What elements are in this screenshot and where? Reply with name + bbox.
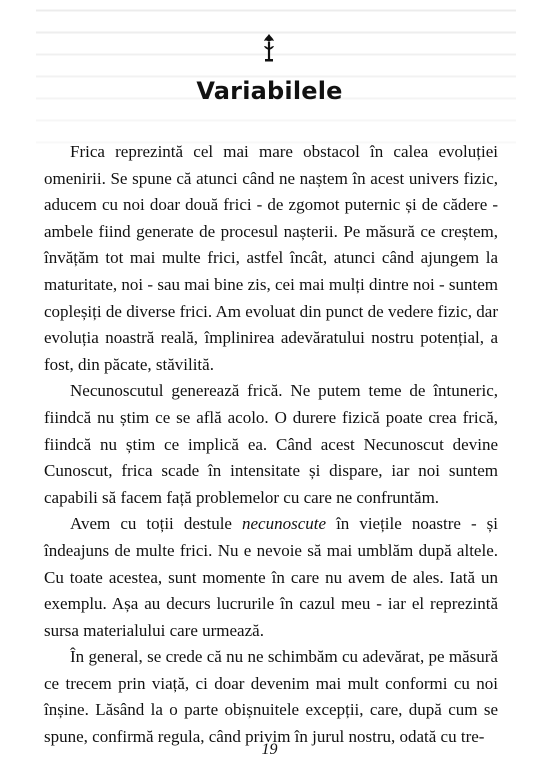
chapter-title: Variabilele (196, 77, 343, 105)
text-run: Frica reprezintă cel mai mare obstacol în calea evoluției omenirii. Se spune că atunci când ne naștem în acest univers fizic, aducem cu noi doar două frici - de zgomot puternic și de cădere - ambele fiind generate de procesul nașterii. Pe măsură ce creștem, învățăm tot mai multe frici, astfel încât, atunci când ajungem la maturitate, noi - sau mai bine zis, cei mai mulți dintre noi - suntem copleșiți de diverse frici. Am evoluat din punct de vedere fizic, dar evoluția noastră reală, împlinirea adevăratului nostru potențial, a fost, din păcate, stăvilită. (44, 142, 498, 374)
paragraph (44, 378, 498, 511)
text-run: Necunoscutul generează frică. Ne putem teme de întuneric, fiindcă nu știm ce se află acolo. O durere fizică poate crea frică, fiindcă nu știm ce implică ea. Când acest Necunoscut devine Cunoscut, frica scade în intensitate și dispare, iar noi suntem capabili să facem față problemelor cu care ne confruntăm. (44, 381, 498, 507)
text-run: Avem cu toții destule (70, 514, 242, 534)
text-run: În general, se crede că nu ne schimbăm cu adevărat, pe măsură ce trecem prin viață, ci doar devenim mai mult conformi cu noi înșine. Lăsând la o parte obișnuitele excepții, care, după cum se spune, confirmă regula, când privim în jurul nostru, odată cu tre- (44, 647, 498, 747)
chapter-body (44, 139, 498, 751)
paragraph (44, 644, 498, 750)
italic-text: necunoscute (242, 514, 327, 534)
show-through-text (36, 0, 516, 150)
paragraph (44, 511, 498, 644)
page-number: 19 (261, 741, 278, 758)
tulip-ornament-icon (262, 33, 276, 63)
paragraph (44, 139, 498, 378)
text-run: în viețile noastre - și îndeajuns de multe frici. Nu e nevoie să mai umblăm după altele. Cu toate acestea, sunt momente în care nu avem de ales. Iată un exemplu. Așa au decurs lucrurile în cazul meu - iar el reprezintă sursa materialului care urmează. (44, 514, 498, 640)
